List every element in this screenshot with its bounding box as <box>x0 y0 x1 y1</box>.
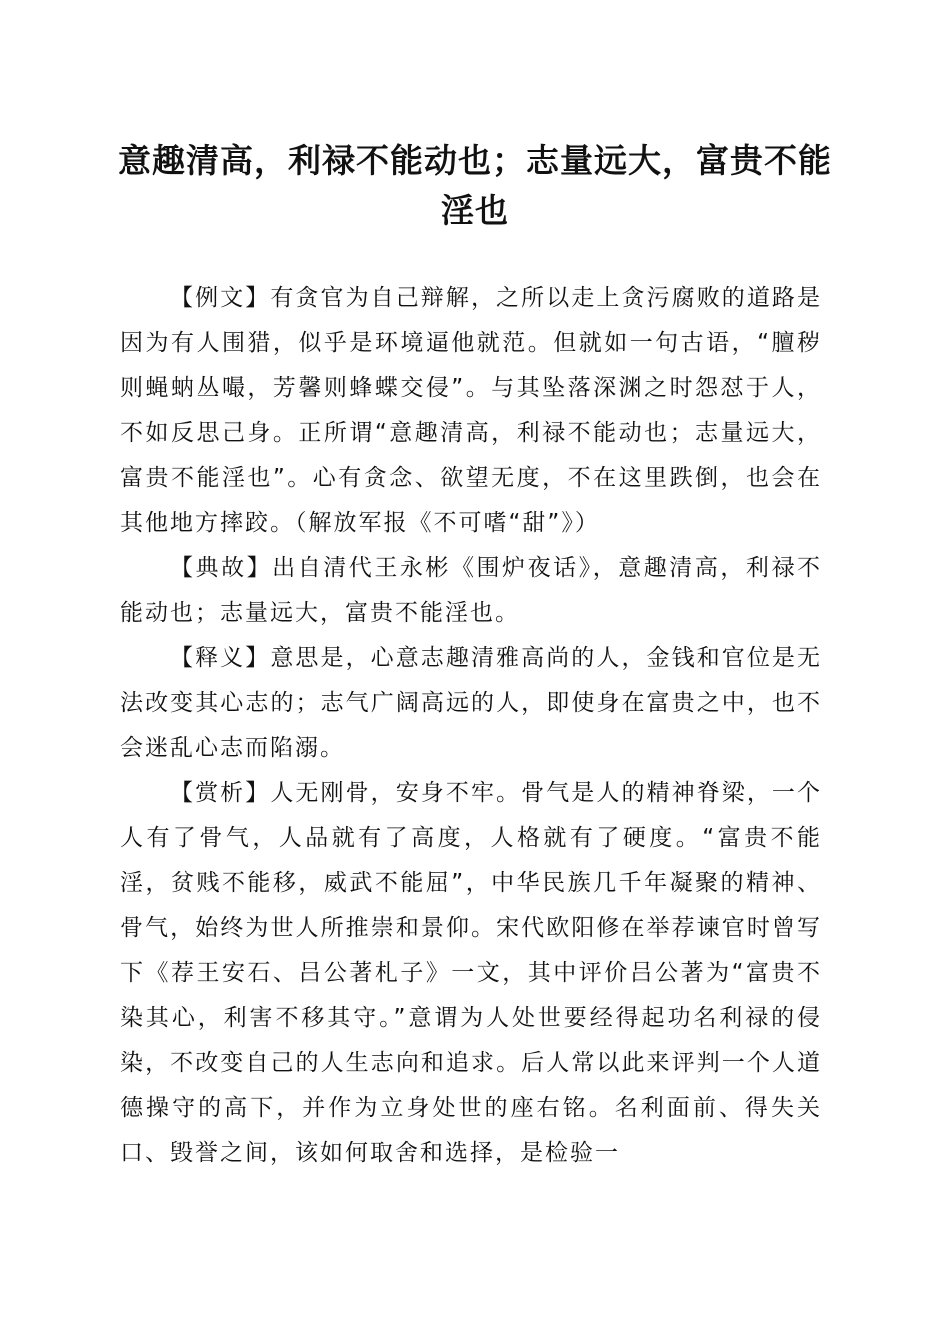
paragraph-tag: 【例文】 <box>170 285 271 311</box>
paragraph-appreciation <box>120 771 822 1176</box>
document-body <box>120 276 822 1176</box>
paragraph-meaning <box>120 636 822 771</box>
paragraph-example <box>120 276 822 546</box>
paragraph-text: 出自清代王永彬《围炉夜话》，意趣清高，利禄不能动也；志量远大，富贵不能淫也。 <box>120 555 823 626</box>
paragraph-tag: 【释义】 <box>170 645 271 671</box>
document-title: 意趣清高，利禄不能动也；志量远大，富贵不能淫也 <box>118 141 832 230</box>
paragraph-tag: 【典故】 <box>170 555 273 581</box>
paragraph-allusion <box>120 546 822 636</box>
paragraph-text: 人无刚骨，安身不牢。骨气是人的精神脊梁，一个人有了骨气，人品就有了高度，人格就有了硬度。“富贵不能淫，贫贱不能移，威武不能屈”，中华民族几千年凝聚的精神、骨气，始终为世人所推崇和景仰。宋代欧阳修在举荐谏官时曾写下《荐王安石、吕公著札子》一文，其中评价吕公著为“富贵不染其心，利害不移其守。”意谓为人处世要经得起功名利禄的侵染，不改变自己的人生志向和追求。后人常以此来评判一个人道德操守的高下，并作为立身处世的座右铭。名利面前、得失关口、毁誉之间，该如何取舍和选择，是检验一 <box>120 780 823 1166</box>
paragraph-text: 意思是，心意志趣清雅高尚的人，金钱和官位是无法改变其心志的；志气广阔高远的人，即使身在富贵之中，也不会迷乱心志而陷溺。 <box>120 645 823 761</box>
paragraph-text: 有贪官为自己辩解，之所以走上贪污腐败的道路是因为有人围猎，似乎是环境逼他就范。但就如一句古语，“膻秽则蝇蚋丛嘬，芳馨则蜂蝶交侵”。与其坠落深渊之时怨怼于人，不如反思己身。正所谓“意趣清高，利禄不能动也；志量远大，富贵不能淫也”。心有贪念、欲望无度，不在这里跌倒，也会在其他地方摔跤。（解放军报《不可嗜“甜”》） <box>120 285 823 536</box>
paragraph-tag: 【赏析】 <box>170 780 271 806</box>
